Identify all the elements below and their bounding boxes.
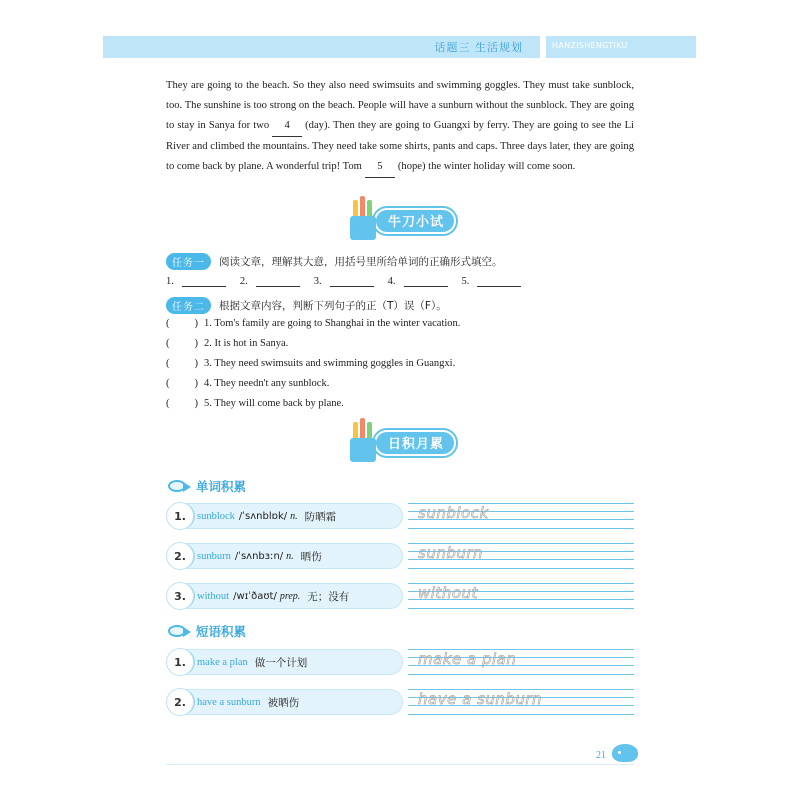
task-instruction: 阅读文章，理解其大意，用括号里所给单词的正确形式填空。 xyxy=(219,256,503,268)
task-tag: 任务二 xyxy=(166,297,211,314)
tf-item[interactable]: ( ) 4. They needn't any sunblock. xyxy=(166,378,330,389)
passage-text-1: They are going to the beach. So they also need swimsuits and swimming goggles. They must take sunblock, too. The sunshine is too strong on the beach. People will have a sunburn without the sunblock. They are going to stay in Sanya for two xyxy=(166,80,634,131)
copy-lines[interactable] xyxy=(408,583,634,609)
header-code: HANZISHENGTIKU xyxy=(552,41,628,50)
trace-text: have a sunburn xyxy=(418,690,543,708)
tf-item[interactable]: ( ) 3. They need swimsuits and swimming goggles in Guangxi. xyxy=(166,358,456,369)
answer-item[interactable]: 4. xyxy=(388,276,448,287)
header-title: 话题三 生活规划 xyxy=(434,41,523,54)
word-ipa: /wɪˈðaʊt/ xyxy=(233,590,277,602)
tf-item[interactable]: ( ) 5. They will come back by plane. xyxy=(166,398,344,409)
fish-icon xyxy=(166,621,192,641)
word-card: 1. sunblock /ˈsʌnblɒk/ n. 防晒霜 xyxy=(167,503,403,529)
phrase-card: 1. make a plan 做一个计划 xyxy=(167,649,403,675)
words-heading: 单词积累 xyxy=(166,476,246,496)
task-tag: 任务一 xyxy=(166,253,211,270)
section-banner-practice xyxy=(348,202,456,240)
section-title: 牛刀小试 xyxy=(374,208,456,234)
word-card: 3. without /wɪˈðaʊt/ prep. 无；没有 xyxy=(167,583,403,609)
tf-item[interactable]: ( ) 2. It is hot in Sanya. xyxy=(166,338,289,349)
page-number: 21 xyxy=(596,750,606,761)
word-chinese: 晒伤 xyxy=(300,550,322,563)
footer-line xyxy=(166,764,634,765)
passage-text-3: (hope) the winter holiday will come soon. xyxy=(397,161,576,172)
reading-passage xyxy=(166,76,634,178)
section-banner-accumulation xyxy=(348,424,456,462)
answer-item[interactable]: 2. xyxy=(240,276,300,287)
phrase-card: 2. have a sunburn 被晒伤 xyxy=(167,689,403,715)
trace-text: without xyxy=(418,584,478,602)
passage-text-2: (day). Then they are going to Guangxi by ferry. They are going to see the Li River and climbed the mountains. They need take some shirts, pants and caps. Three days later, they are going to come back by plane. A wonderful trip! Tom xyxy=(166,120,634,172)
word-pos: n. xyxy=(286,550,294,562)
section-title: 日积月累 xyxy=(374,430,456,456)
word-chinese: 无；没有 xyxy=(307,590,350,603)
word-ipa: /ˈsʌnbɜːn/ xyxy=(234,550,284,562)
answer-item[interactable]: 5. xyxy=(462,276,522,287)
task-2 xyxy=(166,297,447,314)
word-english: sunburn xyxy=(197,550,231,562)
tf-item-text: 4. They needn't any sunblock. xyxy=(204,378,330,389)
word-ipa: /ˈsʌnblɒk/ xyxy=(238,510,288,522)
phrases-heading: 短语积累 xyxy=(166,621,246,641)
tf-item-text: 3. They need swimsuits and swimming goggles in Guangxi. xyxy=(204,358,456,369)
pencil-cup-icon xyxy=(348,202,378,240)
copy-lines[interactable] xyxy=(408,649,634,675)
word-card: 2. sunburn /ˈsʌnbɜːn/ n. 晒伤 xyxy=(167,543,403,569)
blank-5[interactable]: 5 xyxy=(365,157,395,178)
answer-item[interactable]: 3. xyxy=(314,276,374,287)
phrase-chinese: 被晒伤 xyxy=(267,696,300,709)
copy-lines[interactable] xyxy=(408,503,634,529)
task-instruction: 根据文章内容，判断下列句子的正（T）误（F）。 xyxy=(219,300,447,312)
passage-paragraph xyxy=(166,76,634,178)
trace-text: sunburn xyxy=(418,544,484,562)
task-1 xyxy=(166,253,503,270)
word-chinese: 防晒霜 xyxy=(304,510,337,523)
header-band xyxy=(103,36,540,58)
word-pos: prep. xyxy=(279,590,301,602)
word-english: sunblock xyxy=(197,510,235,522)
copy-lines[interactable] xyxy=(408,543,634,569)
trace-text: sunblock xyxy=(418,504,489,522)
answer-item[interactable]: 1. xyxy=(166,276,226,287)
whale-icon xyxy=(612,744,638,762)
word-english: without xyxy=(197,590,230,602)
pencil-cup-icon xyxy=(348,424,378,462)
tf-item-text: 5. They will come back by plane. xyxy=(204,398,344,409)
fish-icon xyxy=(166,476,192,496)
copy-lines[interactable] xyxy=(408,689,634,715)
phrase-english: have a sunburn xyxy=(197,696,261,708)
word-pos: n. xyxy=(290,510,298,522)
tf-item[interactable]: ( ) 1. Tom's family are going to Shanghai in the winter vacation. xyxy=(166,318,461,329)
trace-text: make a plan xyxy=(418,650,517,668)
tf-item-text: 2. It is hot in Sanya. xyxy=(204,338,289,349)
blank-4[interactable]: 4 xyxy=(272,116,302,137)
phrase-english: make a plan xyxy=(197,656,248,668)
phrase-chinese: 做一个计划 xyxy=(254,656,308,669)
tf-item-text: 1. Tom's family are going to Shanghai in the winter vacation. xyxy=(204,318,461,329)
header-code-band xyxy=(546,36,696,58)
answer-blanks xyxy=(166,276,535,287)
